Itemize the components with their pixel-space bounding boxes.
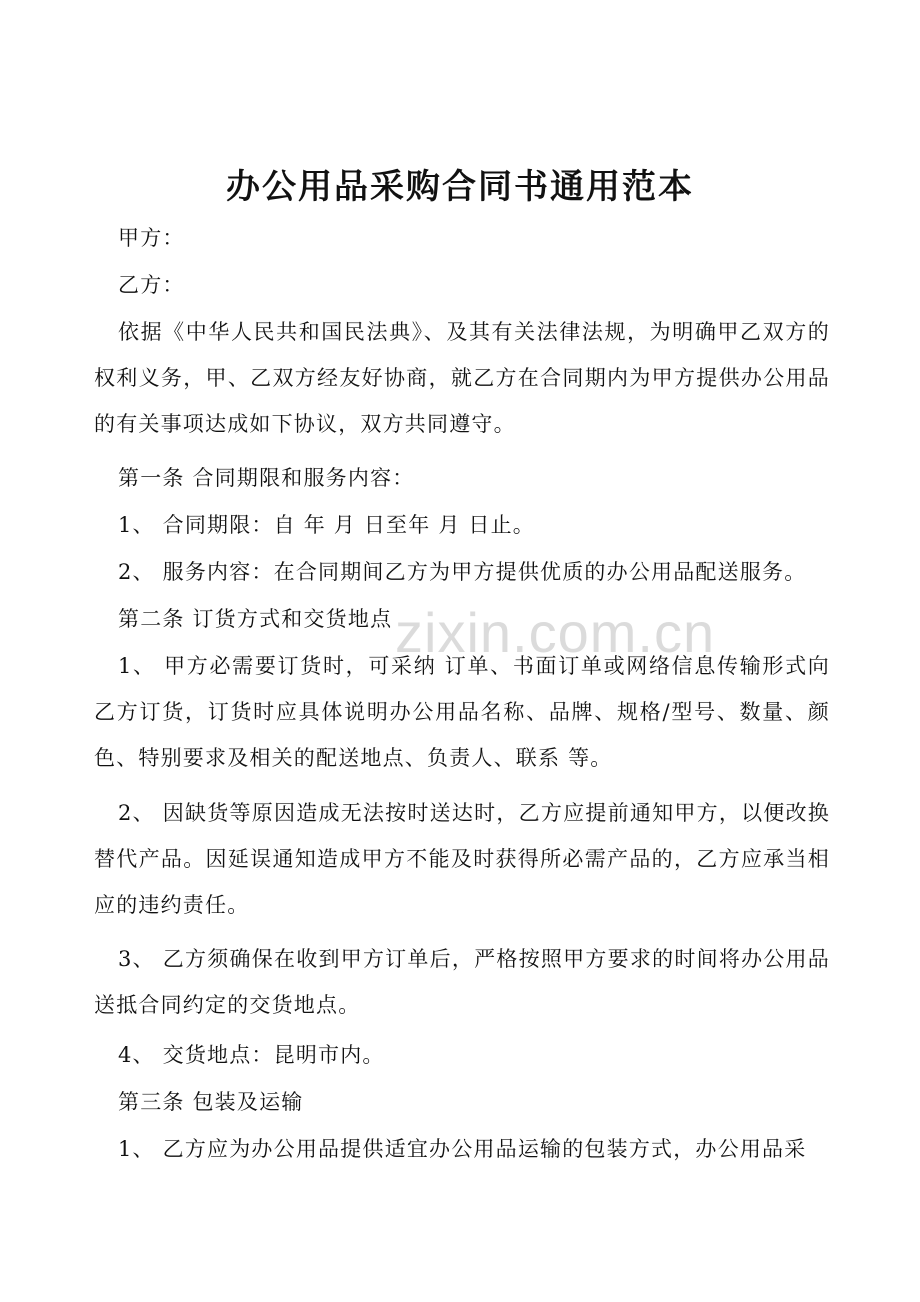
- article-2-item-3: 3、 乙方须确保在收到甲方订单后，严格按照甲方要求的时间将办公用品送抵合同约定的交货地点。: [94, 947, 830, 1017]
- article-2-item-4: 4、 交货地点：昆明市内。: [118, 1043, 385, 1067]
- article-2-heading: 第二条 订货方式和交货地点: [118, 607, 393, 631]
- party-a-label: 甲方：: [118, 226, 185, 250]
- article-3-item-1: 1、 乙方应为办公用品提供适宜办公用品运输的包装方式，办公用品采: [118, 1137, 807, 1161]
- article-1-item-1: 1、 合同期限：自 年 月 日至年 月 日止。: [118, 513, 536, 537]
- article-1-heading: 第一条 合同期限和服务内容：: [118, 466, 415, 490]
- document-title: 办公用品采购合同书通用范本: [226, 167, 694, 207]
- article-2-item-2: 2、 因缺货等原因造成无法按时送达时，乙方应提前通知甲方，以便改换替代产品。因延误通知造成甲方不能及时获得所必需产品的，乙方应承当相应的违约责任。: [94, 801, 830, 917]
- article-1-item-2: 2、 服务内容：在合同期间乙方为甲方提供优质的办公用品配送服务。: [118, 560, 807, 584]
- article-2-item-1: 1、 甲方必需要订货时，可采纳 订单、书面订单或网络信息传输形式向乙方订货，订货时应具体说明办公用品名称、品牌、规格/型号、数量、颜色、特别要求及相关的配送地点、负责人、联系 等。: [94, 654, 830, 770]
- article-3-heading: 第三条 包装及运输: [118, 1090, 304, 1114]
- party-b-label: 乙方：: [118, 273, 185, 297]
- preamble-paragraph: 依据《中华人民共和国民法典》、及其有关法律法规，为明确甲乙双方的权利义务，甲、乙双方经友好协商，就乙方在合同期内为甲方提供办公用品的有关事项达成如下协议，双方共同遵守。: [94, 320, 830, 436]
- watermark: zixin.com.cn: [395, 601, 716, 664]
